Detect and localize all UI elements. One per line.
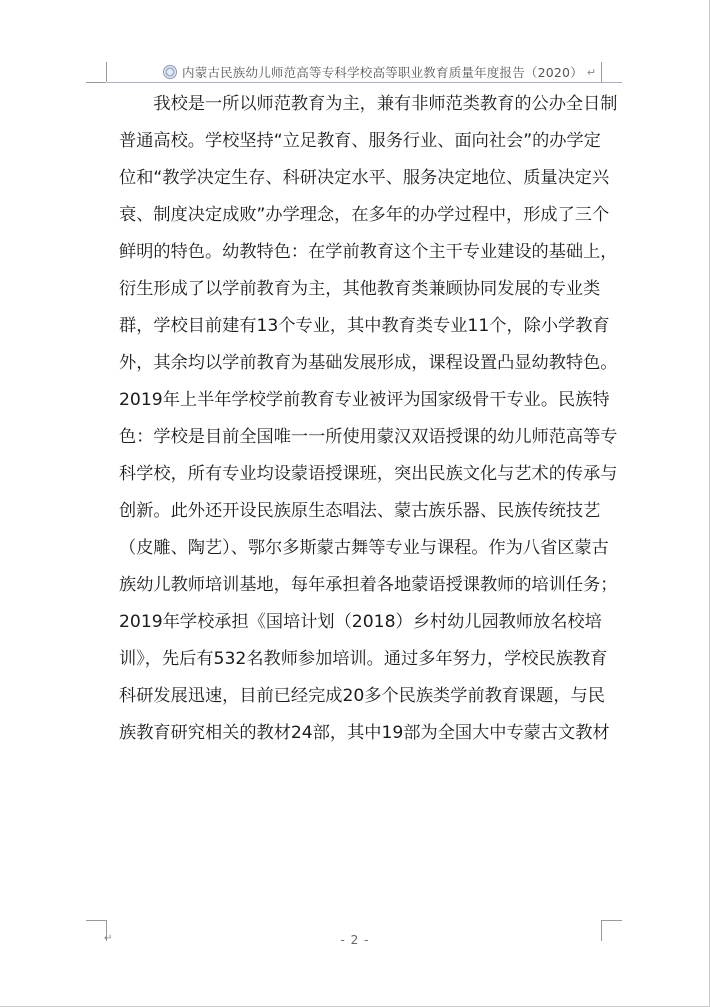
text-line: 普通高校。学校坚持“立足教育、服务行业、面向社会”的办学定 bbox=[119, 131, 601, 151]
crop-mark-top-left-horizontal bbox=[86, 82, 106, 83]
text-line: 群，学校目前建有13个专业，其中教育类专业11个，除小学教育 bbox=[119, 316, 610, 336]
text-line: 创新。此外还开设民族原生态唱法、蒙古族乐器、民族传统技艺 bbox=[119, 501, 601, 521]
text-line: 2019年上半年学校学前教育专业被评为国家级骨干专业。民族特 bbox=[119, 390, 610, 410]
header-divider bbox=[107, 82, 621, 83]
text-line: 色：学校是目前全国唯一一所使用蒙汉双语授课的幼儿师范高等专 bbox=[119, 427, 618, 447]
text-line: 科学校，所有专业均设蒙语授课班，突出民族文化与艺术的传承与 bbox=[119, 464, 618, 484]
text-line: 训》，先后有532名教师参加培训。通过多年努力，学校民族教育 bbox=[119, 649, 608, 669]
paragraph-mark-icon: ↵ bbox=[104, 933, 113, 944]
text-line: 衍生形成了以学前教育为主，其他教育类兼顾协同发展的专业类 bbox=[119, 279, 601, 299]
paragraph-mark-icon: ↵ bbox=[586, 65, 597, 79]
body-text[interactable] bbox=[119, 86, 618, 752]
text-line: 衰、制度决定成败”办学理念，在多年的办学过程中，形成了三个 bbox=[119, 205, 610, 225]
page-header[interactable] bbox=[163, 64, 596, 80]
text-line: 鲜明的特色。幼教特色：在学前教育这个主干专业建设的基础上， bbox=[119, 242, 618, 262]
crop-mark-top-right bbox=[601, 62, 622, 82]
crop-mark-top-left bbox=[86, 62, 107, 82]
text-line: 位和“教学决定生存、科研决定水平、服务决定地位、质量决定兴 bbox=[119, 168, 610, 188]
text-line: 科研发展迅速，目前已经完成20多个民族类学前教育课题，与民 bbox=[119, 686, 605, 706]
text-line: 族教育研究相关的教材24部，其中19部为全国大中专蒙古文教材 bbox=[119, 723, 610, 743]
text-line: （皮雕、陶艺）、鄂尔多斯蒙古舞等专业与课程。作为八省区蒙古 bbox=[119, 538, 609, 558]
page-number: - 2 - bbox=[340, 933, 370, 947]
text-line: 外，其余均以学前教育为基础发展形成，课程设置凸显幼教特色。 bbox=[119, 353, 618, 373]
text-line: 族幼儿教师培训基地，每年承担着各地蒙语授课教师的培训任务； bbox=[119, 575, 618, 595]
text-line: 2019年学校承担《国培计划（2018）乡村幼儿园教师放名校培 bbox=[119, 612, 602, 632]
school-logo-icon bbox=[163, 65, 177, 79]
header-title: 内蒙古民族幼儿师范高等专科学校高等职业教育质量年度报告（2020） bbox=[182, 65, 583, 80]
text-line: 我校是一所以师范教育为主，兼有非师范类教育的公办全日制 bbox=[119, 94, 618, 114]
